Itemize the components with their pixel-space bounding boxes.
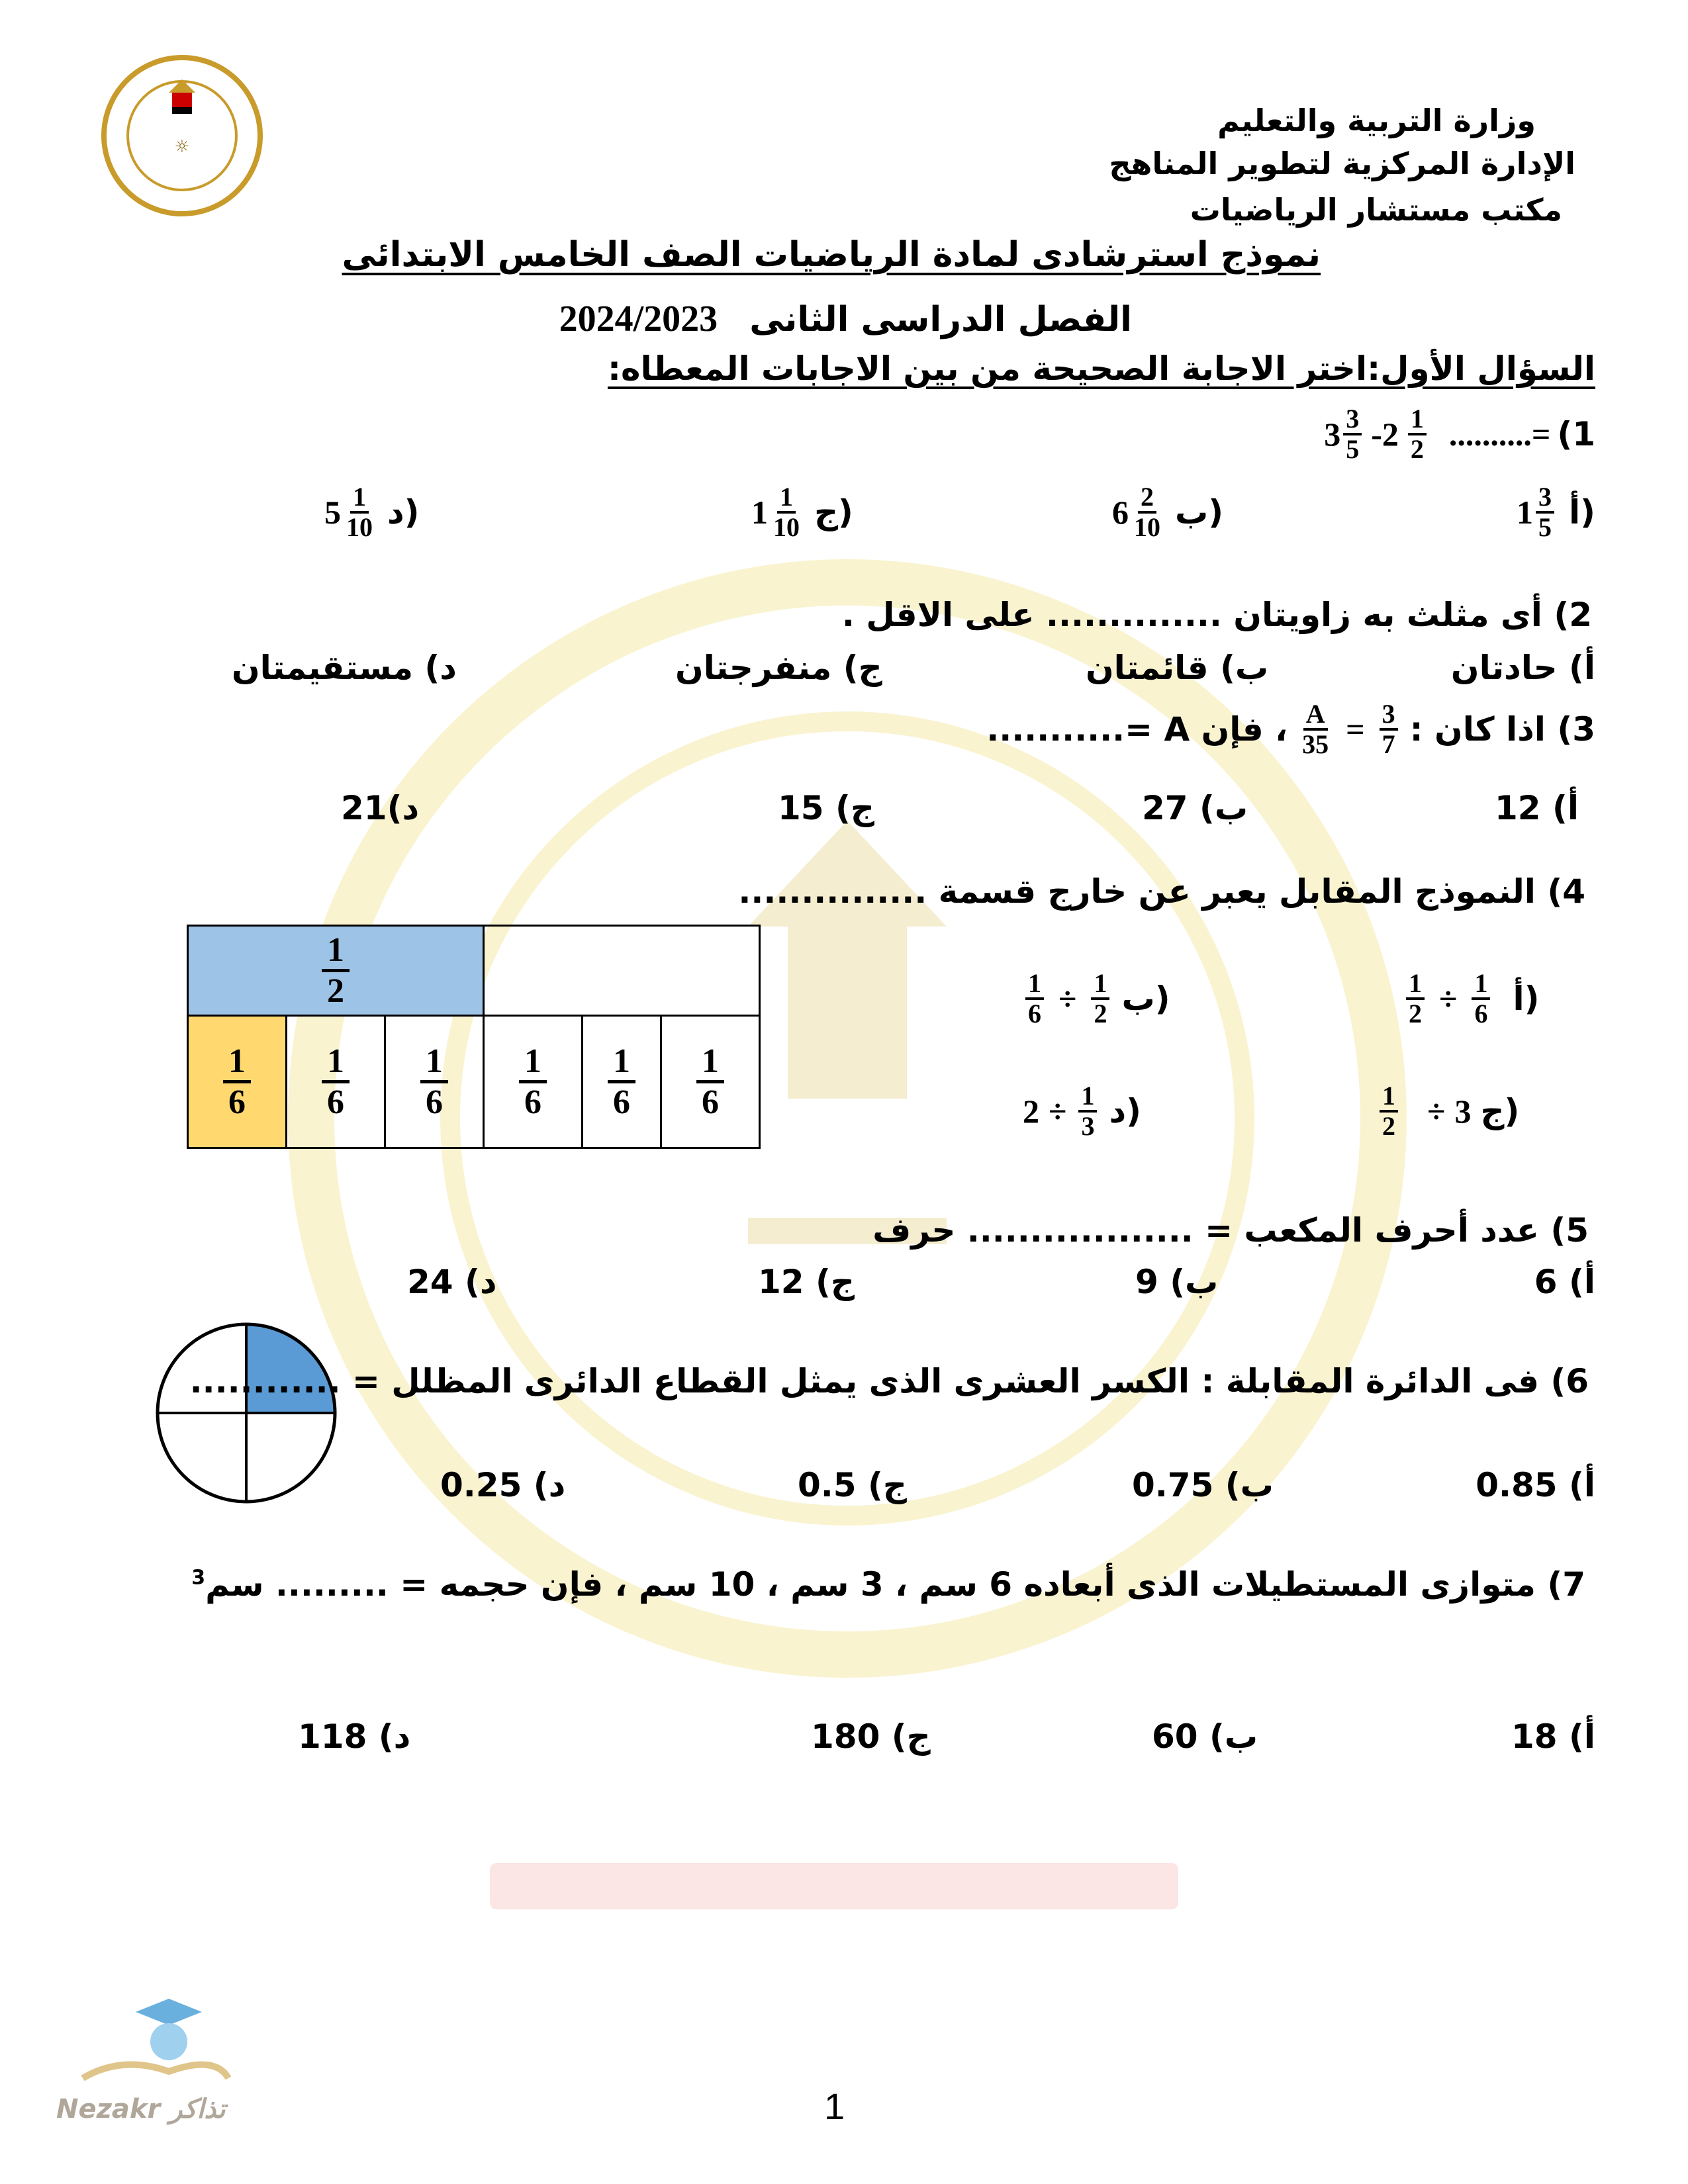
q6-option-d[interactable]: د) 0.25	[440, 1466, 566, 1504]
header-department: الإدارة المركزية لتطوير المناهج	[1109, 146, 1575, 181]
q7-prompt: 7) متوازى المستطيلات الذى أبعاده 6 سم ، 3 سم ، 10 سم ، فإن حجمه = ......... سم$^3$	[191, 1565, 1585, 1604]
q1-option-a[interactable]: 1 $\frac{3}{5}$ أ)	[1517, 482, 1595, 542]
model-sixth-cell: $\frac{1}{6}$	[484, 1016, 583, 1148]
q3-frac-a: $\frac{A}{35}$	[1302, 699, 1329, 759]
q3-option-a[interactable]: أ) 12	[1495, 789, 1579, 827]
q1-option-d[interactable]: 5 $\frac{1}{10}$ د)	[324, 482, 420, 542]
header-ministry: وزارة التربية والتعليم	[1217, 103, 1536, 138]
q4-option-a[interactable]: $\frac{1}{2}$ ÷ $\frac{1}{6}$ أ)	[1403, 970, 1539, 1028]
title-term: الفصل الدراسى الثانى	[749, 300, 1132, 340]
q5-option-a[interactable]: أ) 6	[1534, 1263, 1595, 1301]
q6-option-a[interactable]: أ) 0.85	[1476, 1466, 1595, 1504]
q2-option-d[interactable]: د) مستقيمتان	[232, 649, 457, 687]
q2-option-a[interactable]: أ) حادتان	[1450, 649, 1595, 687]
page-number: 1	[824, 2085, 845, 2127]
q7-option-c[interactable]: ج) 180	[811, 1717, 931, 1756]
q5-option-b[interactable]: ب) 9	[1135, 1263, 1219, 1301]
q7-option-d[interactable]: د) 118	[298, 1717, 411, 1756]
q1-blank: =..........	[1448, 416, 1551, 453]
q3-option-c[interactable]: ج) 15	[778, 789, 874, 827]
q1-option-b[interactable]: 6 $\frac{2}{10}$ ب)	[1112, 482, 1224, 542]
q7-option-a[interactable]: أ) 18	[1511, 1717, 1595, 1756]
q4-option-d[interactable]: 2 ÷ $\frac{1}{3}$ د)	[1023, 1081, 1141, 1141]
title-line2	[559, 298, 1132, 340]
watermark-stripe	[490, 1863, 1178, 1909]
q1-prompt	[1324, 405, 1595, 463]
q2-option-b[interactable]: ب) قائمتان	[1086, 649, 1269, 687]
q3-prompt: 3) اذا كان : $\frac{A}{35}$ = $\frac{3}{7}$ ، فإن A =...........	[986, 699, 1595, 759]
q5-option-d[interactable]: د) 24	[407, 1263, 497, 1301]
title-year: 2024/2023	[559, 298, 718, 340]
q3-option-d[interactable]: د)21	[341, 789, 420, 827]
brand-logo	[56, 1992, 235, 2124]
page-title: نموذج استرشادى لمادة الرياضيات الصف الخامس الابتدائى	[342, 235, 1321, 275]
q3-frac-3-7: $\frac{3}{7}$	[1380, 700, 1398, 758]
q7-option-b[interactable]: ب) 60	[1152, 1717, 1258, 1756]
q1-option-c[interactable]: 1 $\frac{1}{10}$ ج)	[751, 482, 853, 542]
model-empty-half	[484, 926, 760, 1016]
q7-sup: 3	[191, 1566, 206, 1590]
q1-number: 1)	[1557, 415, 1595, 453]
q6-option-c[interactable]: ج) 0.5	[798, 1466, 907, 1504]
q3-option-b[interactable]: ب) 27	[1142, 789, 1248, 827]
model-sixth-cell: $\frac{1}{6}$	[287, 1016, 385, 1148]
q1-minus: -2	[1371, 416, 1399, 453]
model-sixth-cell: $\frac{1}{6}$	[385, 1016, 484, 1148]
q4-prompt: 4) النموذج المقابل يعبر عن خارج قسمة ...............	[738, 872, 1585, 911]
fraction-model	[187, 925, 761, 1149]
brand-text: Nezakr تذاكر	[56, 2094, 226, 2124]
q4-option-c[interactable]: $\frac{1}{2}$ ÷ 3 ج)	[1377, 1082, 1519, 1140]
header-office: مكتب مستشار الرياضيات	[1190, 192, 1562, 228]
q4-option-b[interactable]: $\frac{1}{6}$ ÷ $\frac{1}{2}$ ب)	[1023, 970, 1170, 1028]
q6-prompt: 6) فى الدائرة المقابلة : الكسر العشرى الذى يمثل القطاع الدائرى المظلل = ............	[189, 1362, 1589, 1400]
q6-option-b[interactable]: ب) 0.75	[1132, 1466, 1274, 1504]
section-heading: السؤال الأول:اختر الاجابة الصحيحة من بين الاجابات المعطاه:	[607, 349, 1595, 388]
q1-frac1: $\frac{3}{5}$	[1343, 405, 1362, 463]
ministry-logo	[99, 53, 265, 218]
model-sixth-cell: $\frac{1}{6}$	[583, 1016, 661, 1148]
shaded-circle-diagram	[154, 1320, 339, 1506]
q1-frac2: $\frac{1}{2}$	[1408, 405, 1427, 463]
model-half-cell: $\frac{1}{2}$	[188, 926, 484, 1016]
model-sixth-cell: $\frac{1}{6}$	[661, 1016, 760, 1148]
q2-prompt: 2) أى مثلث به زاويتان .............. على الاقل .	[841, 596, 1592, 634]
q5-option-c[interactable]: ج) 12	[758, 1263, 855, 1301]
svg-text:☼: ☼	[174, 137, 190, 157]
q5-prompt: 5) عدد أحرف المكعب = .................. حرف	[872, 1211, 1589, 1250]
q1-whole1: 3	[1324, 416, 1341, 453]
q2-option-c[interactable]: ج) منفرجتان	[675, 649, 882, 687]
model-sixth-cell-shaded: $\frac{1}{6}$	[188, 1016, 287, 1148]
